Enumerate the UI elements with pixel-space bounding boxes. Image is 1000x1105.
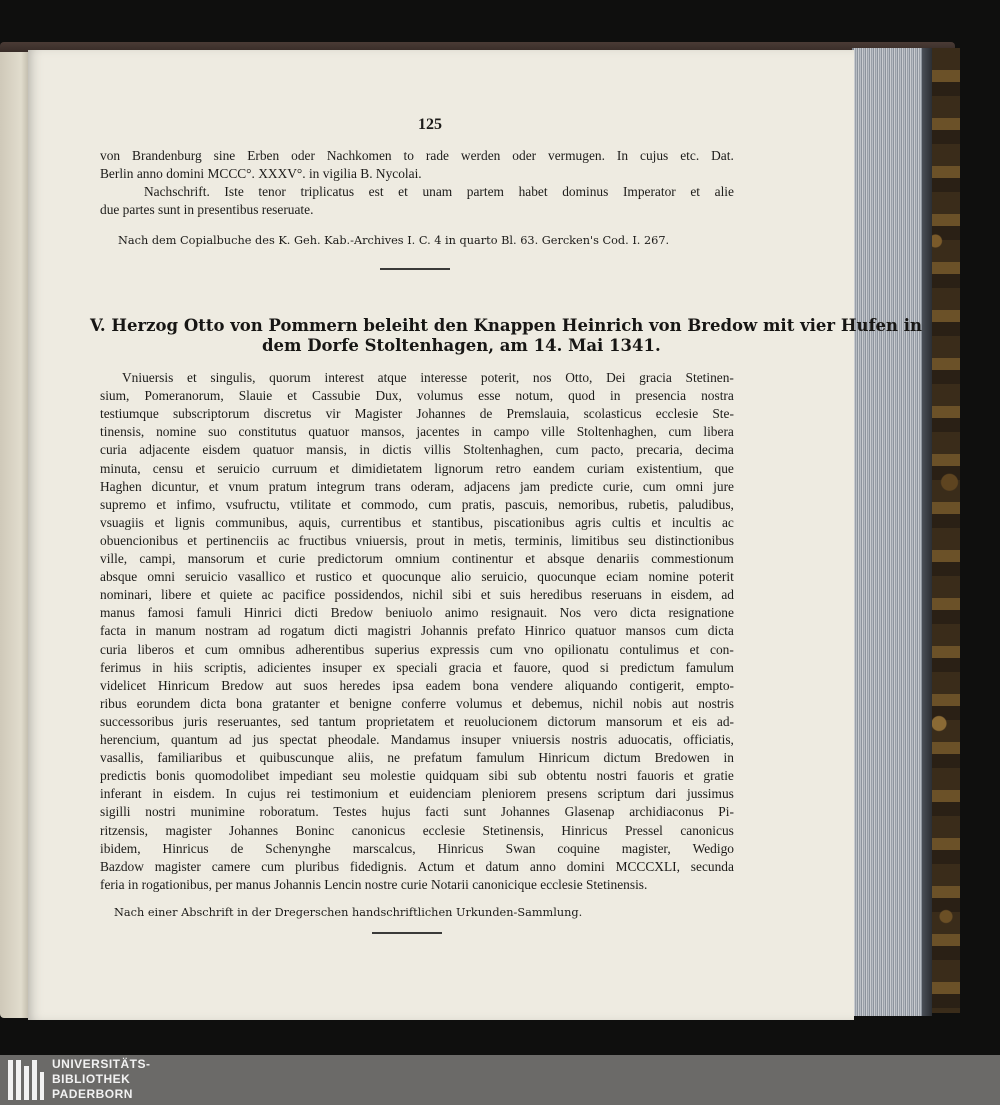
text-line: ferimus in hiis scriptis, adicientes insuper ex speciali gracia et fauore, quod si predictum famulum bbox=[100, 659, 734, 675]
library-name-line1: UNIVERSITÄTS- bbox=[52, 1057, 151, 1071]
text-line: absque omni seruicio vasallico et rustico et quocunque alio seruicio, quocunque eciam nomine poterit bbox=[100, 569, 734, 585]
text-line: Bazdow magister camere cum pluribus fidedignis. Actum et datum anno domini MCCCXLI, secunda bbox=[100, 858, 734, 874]
text-line: facta in manum nostram ad rogatum dicti magistri Johannis prefato Hinrico quatuor mansos cum dicta bbox=[100, 623, 734, 639]
library-name-line2: BIBLIOTHEK bbox=[52, 1072, 131, 1086]
source-note: Nach einer Abschrift in der Dregerschen handschriftlichen Urkunden-Sammlung. bbox=[114, 906, 583, 919]
library-name-line3: PADERBORN bbox=[52, 1087, 133, 1101]
book-page bbox=[28, 50, 923, 1020]
text-line: due partes sunt in presentibus reseruate. bbox=[100, 202, 314, 217]
text-line: sigilli nostri munimine roboratum. Testes hujus facti sunt Johannes Glasenap archidiaconus Pi- bbox=[100, 804, 734, 820]
divider-rule bbox=[380, 268, 450, 270]
text-line: inferant in eisdem. In cujus rei testimonium et euidenciam pleniorem presens scriptum dari jussimus bbox=[100, 786, 734, 802]
text-line: Nachschrift. Iste tenor triplicatus est et unam partem habet dominus Imperator et alie bbox=[144, 184, 734, 199]
text-line: ribus eorundem dicta bona gratanter et benigne conferre volumus et debemus, nichil nobis aut nostris bbox=[100, 695, 734, 711]
library-logo-icon bbox=[6, 1058, 46, 1102]
page-number: 125 bbox=[418, 116, 442, 133]
library-footer-bar bbox=[0, 1055, 1000, 1105]
text-line: predictis bonis quomodolibet impediant seu molestie quidquam sibi sub obtentu nostri fauoris et gratie bbox=[100, 768, 734, 784]
page-stack-edge bbox=[852, 48, 932, 1016]
text-line: sium, Pomeranorum, Slauie et Cassubie Dux, volumus esse notum, quod in presencia nostra bbox=[100, 388, 734, 404]
text-line: herencium, quantum ad jus spectat pheodale. Mandamus insuper vniuersis nostris aduocatis, officiatis, bbox=[100, 732, 734, 747]
text-line: vasallis, familiaribus et quibuscunque aliis, ne prefatum famulum Hinricum dictum Bredowen in bbox=[100, 750, 734, 766]
divider-rule bbox=[372, 932, 442, 934]
text-line: Haghen dicuntur, et vnum pratum integrum trans oderam, adjacens jam predicte curie, cum omni jure bbox=[100, 478, 734, 494]
text-line: curia adjacente eisdem quatuor mansis, in dictis villis Stoltenhaghen, cum pacto, precaria, decima bbox=[100, 442, 734, 458]
text-line: von Brandenburg sine Erben oder Nachkomen to rade werden oder vermugen. In cujus etc. Dat. bbox=[100, 148, 734, 163]
text-line: Vniuersis et singulis, quorum interest atque interesse poterit, nos Otto, Dei gracia Stetinen- bbox=[122, 370, 734, 385]
section-heading-line2: dem Dorfe Stoltenhagen, am 14. Mai 1341. bbox=[262, 336, 661, 355]
text-line: Berlin anno domini MCCC°. XXXV°. in vigilia B. Nycolai. bbox=[100, 166, 422, 181]
text-line: nominari, libere et quiete ac pacifice possidendos, nichil sibi et suis heredibus reseruans in eisdem, ad bbox=[100, 587, 734, 603]
text-line: minuta, censu et seruicio curruum et dimidietatem lignorum retro eandem curiam existentium, que bbox=[100, 460, 734, 476]
text-line: ritzensis, magister Johannes Boninc canonicus ecclesie Stetinensis, Hinricus Pressel canonicus bbox=[100, 822, 734, 838]
left-page-edge bbox=[0, 52, 30, 1018]
text-line: ibidem, Hinricus de Schenynghe marscalcus, Hinricus Swan coquine magister, Wedigo bbox=[100, 840, 734, 856]
text-line: ville, campi, mansorum et curie predictorum omnium continentur et absque denariis commestionum bbox=[100, 551, 734, 566]
text-line: videlicet Hinricum Bredow aut suos heredes ipsa eadem bona vendere aliquando contigerit, empto- bbox=[100, 677, 734, 693]
source-note: Nach dem Copialbuche des K. Geh. Kab.-Archives I. C. 4 in quarto Bl. 63. Gercken's Cod. I. 267. bbox=[118, 234, 670, 247]
text-line: manus famosi famuli Hinrici dicti Bredow beniuolo animo resignauit. Nos vero dicta resignatione bbox=[100, 605, 734, 621]
text-line: vsuagiis et lignis communibus, aquis, currentibus et stantibus, piscationibus agris cultis et incultis ac bbox=[100, 514, 734, 530]
text-line: successoribus juris reseruantes, sed tantum proprietatem et reuolucionem dictorum mansorum et eis ad- bbox=[100, 713, 734, 729]
text-line: tinensis, nomine suo constitutus quatuor mansos, jacentes in campo ville Stoltenhaghen, cum libera bbox=[100, 424, 734, 440]
text-line: supremo et infimo, vsufructu, vtilitate et commodo, cum pratis, pascuis, nemoribus, rubetis, paludibus, bbox=[100, 496, 734, 512]
text-line: curia liberos et cum omnibus adherentibus superius expressis cum vno opilionatu contulimus et con- bbox=[100, 641, 734, 657]
text-line: testiumque subscriptorum discretus vir Magister Johannes de Premslauia, scolasticus ecclesie Ste- bbox=[100, 406, 734, 422]
text-line: feria in rogationibus, per manus Johannis Lencin nostre curie Notarii canonicique ecclesie Stetinensis. bbox=[100, 876, 648, 892]
text-line: obuencionibus et pertinenciis ac fructibus vniuersis, prout in metis, terminis, limitibus seu distinctionibus bbox=[100, 532, 734, 548]
section-heading: V. Herzog Otto von Pommern beleiht den Knappen Heinrich von Bredow mit vier Hufen in bbox=[90, 316, 923, 335]
